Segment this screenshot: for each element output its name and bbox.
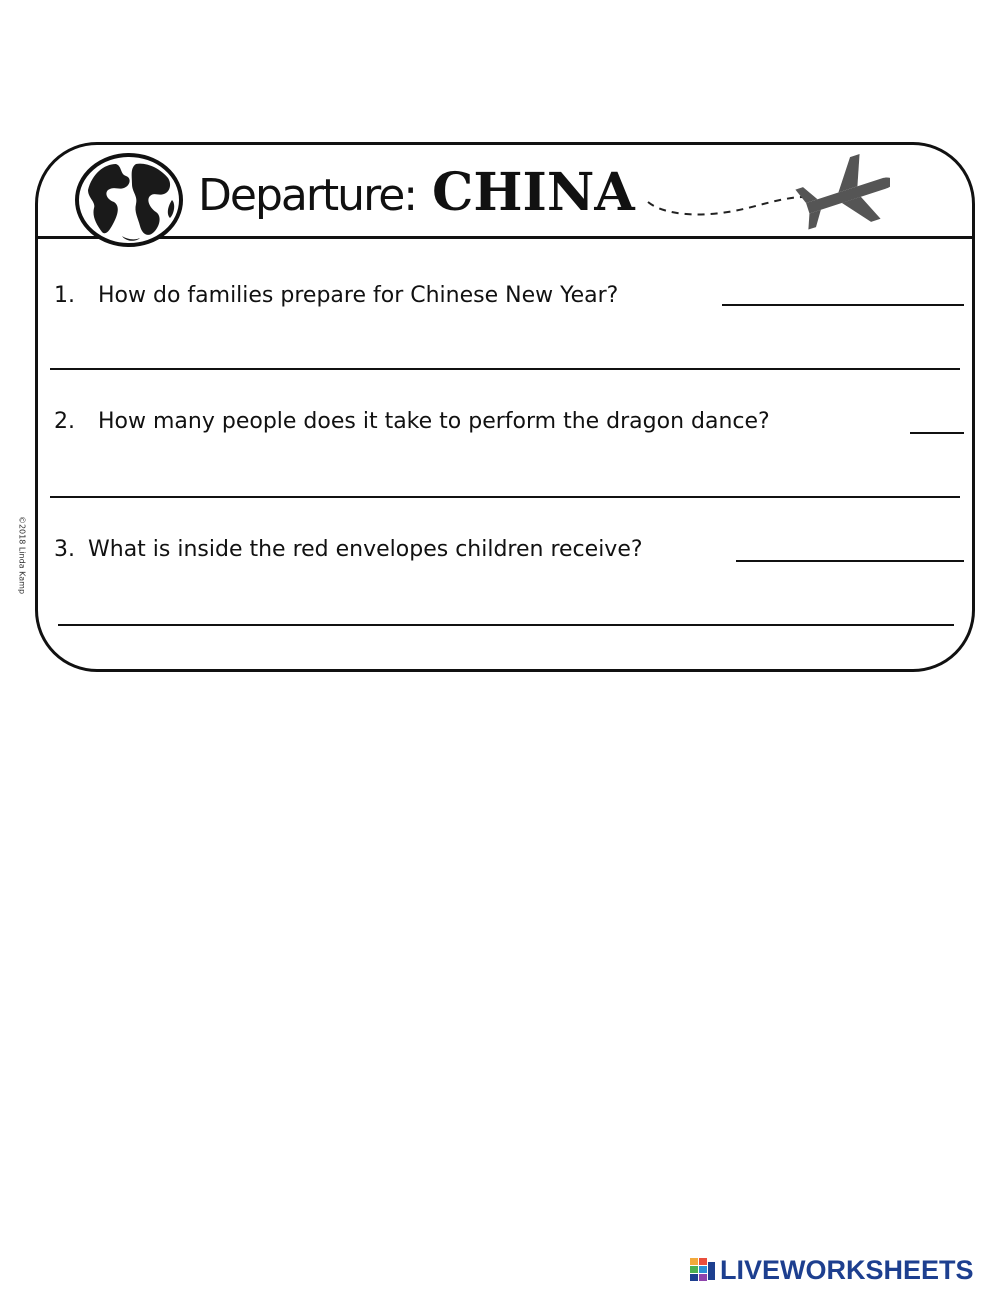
question-1-text: How do families prepare for Chinese New Year? [98, 283, 619, 308]
liveworksheets-wordmark: LIVEWORKSHEETS [720, 1255, 974, 1285]
copyright-text: ©2018 Linda Kamp [17, 515, 27, 595]
question-1 [54, 282, 618, 310]
question-2 [54, 408, 770, 436]
answer-2-line-a[interactable] [910, 432, 964, 434]
answer-2-line-b[interactable] [50, 496, 960, 498]
question-2-number: 2. [54, 409, 75, 434]
country-name: CHINA [432, 162, 635, 223]
question-1-number: 1. [54, 283, 75, 308]
liveworksheets-logo-icon [690, 1258, 716, 1282]
answer-1-line-b[interactable] [50, 368, 960, 370]
airplane-icon [640, 150, 890, 230]
question-3 [54, 536, 643, 564]
question-3-number: 3. [54, 537, 75, 562]
answer-1-line-a[interactable] [722, 304, 964, 306]
liveworksheets-brand[interactable] [690, 1255, 990, 1285]
question-2-text: How many people does it take to perform the dragon dance? [98, 409, 770, 434]
copyright-notice [10, 505, 34, 605]
question-3-text: What is inside the red envelopes children receive? [88, 537, 643, 562]
globe-icon [74, 152, 184, 248]
answer-3-line-b[interactable] [58, 624, 954, 626]
departure-label: Departure: [198, 170, 417, 221]
answer-3-line-a[interactable] [736, 560, 964, 562]
